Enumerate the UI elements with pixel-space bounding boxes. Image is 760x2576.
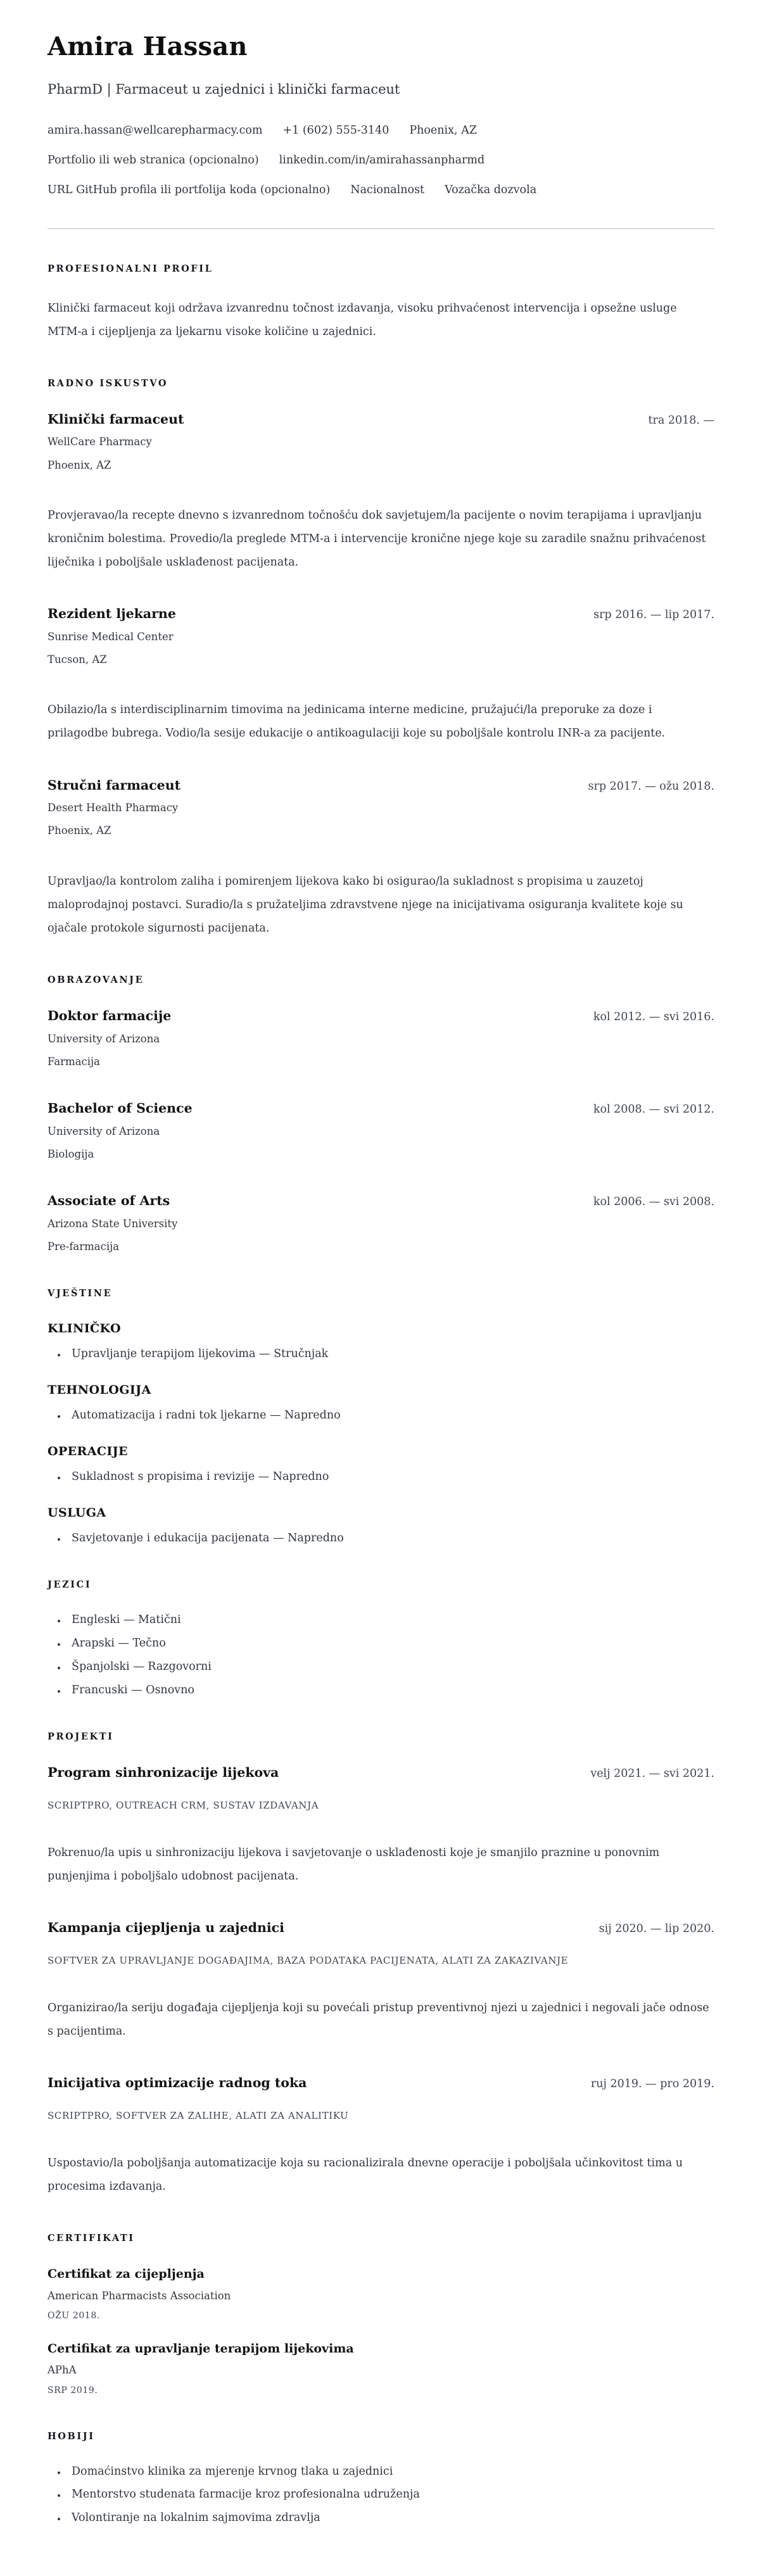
job-description: Obilazio/la s interdisciplinarnim timovima na jedinicama interne medicine, pružajući/la preporuke za doze i prilagodbe bubrega. Vodio/la sesije edukacije o antikoagulaciji koje su poboljšale kontrolu INR-a za pacijente. (48, 704, 666, 740)
degree-field: Farmacija (48, 1055, 101, 1068)
hobby-item: • Volontiranje na lokalnim sajmovima zdravlja (66, 2511, 714, 2525)
project-stack: SCRIPTPRO, OUTREACH CRM, SUSTAV IZDAVANJA (48, 1800, 319, 1812)
project-entry-head (48, 1765, 714, 1781)
job-title: Rezident ljekarne (48, 606, 176, 622)
contact-driving-license: Vozačka dozvola (445, 183, 537, 196)
section-heading-education: OBRAZOVANJE (48, 974, 144, 985)
skill-item: • Sukladnost s propisima i revizije — Napredno (66, 1470, 714, 1484)
skill-list (48, 1408, 714, 1423)
section-heading-profile: PROFESIONALNI PROFIL (48, 263, 213, 274)
job-entry (48, 606, 714, 745)
skill-item: • Upravljanje terapijom lijekovima — Stručnjak (66, 1347, 714, 1361)
skill-category-name: OPERACIJE (48, 1444, 128, 1458)
certificate-issuer: American Pharmacists Association (48, 2289, 231, 2302)
job-location: Tucson, AZ (48, 653, 107, 666)
section-certificates (48, 2233, 714, 2397)
language-item: • Francuski — Osnovno (66, 1683, 714, 1698)
education-entry (48, 1193, 714, 1254)
certificate-date: OŽU 2018. (48, 2310, 100, 2321)
language-item: • Arapski — Tečno (66, 1636, 714, 1651)
section-heading-experience: RADNO ISKUSTVO (48, 377, 168, 389)
language-list (48, 1613, 714, 1697)
contact-row-primary (48, 123, 714, 138)
certificate-entry (48, 2266, 714, 2322)
education-entry-head (48, 1008, 714, 1025)
section-heading-languages: JEZICI (48, 1579, 92, 1591)
degree-institution: Arizona State University (48, 1217, 178, 1230)
degree-title: Associate of Arts (48, 1193, 170, 1209)
project-description: Uspostavio/la poboljšanja automatizacije koja su racionalizirala dnevne operacije i poboljšala učinkovitost tima u procesima izdavanja. (48, 2156, 683, 2193)
degree-dates: kol 2012. — svi 2016. (593, 1010, 714, 1023)
degree-field: Pre-farmacija (48, 1241, 120, 1253)
degree-institution: University of Arizona (48, 1125, 160, 1137)
degree-institution: University of Arizona (48, 1032, 160, 1045)
skill-list (48, 1470, 714, 1484)
section-education (48, 975, 714, 1254)
job-description: Provjeravao/la recepte dnevno s izvanrednom točnošću dok savjetujem/la pacijente o novim terapijama i upravljanju kroničnim bolestima. Provedio/la preglede MTM-a i intervencije kronične njege koje su zaradile snažnu prihvaćenost liječnika i poboljšale usklađenost pacijenata. (48, 508, 706, 569)
skill-category-name: USLUGA (48, 1505, 106, 1520)
degree-title: Bachelor of Science (48, 1101, 193, 1116)
section-heading-hobbies: HOBIJI (48, 2430, 95, 2442)
hobby-list (48, 2465, 714, 2525)
contact-portfolio-placeholder: Portfolio ili web stranica (opcionalno) (48, 154, 259, 167)
skill-item: • Savjetovanje i edukacija pacijenata — Napredno (66, 1531, 714, 1546)
contact-nationality: Nacionalnost (350, 183, 425, 196)
project-title: Kampanja cijepljenja u zajednici (48, 1920, 284, 1936)
degree-dates: kol 2008. — svi 2012. (593, 1103, 714, 1116)
job-entry (48, 778, 714, 940)
job-location: Phoenix, AZ (48, 458, 111, 471)
contact-linkedin: linkedin.com/in/amirahassanpharmd (279, 154, 485, 167)
degree-title: Doktor farmacije (48, 1007, 172, 1023)
job-dates: srp 2017. — ožu 2018. (588, 780, 714, 793)
section-hobbies (48, 2431, 714, 2525)
project-entry (48, 2075, 714, 2199)
contact-github-placeholder: URL GitHub profila ili portfolija koda (opcionalno) (48, 183, 331, 196)
contact-phone: +1 (602) 555-3140 (282, 124, 390, 137)
certificate-issuer: APhA (48, 2364, 77, 2377)
hobby-item: • Mentorstvo studenata farmacije kroz profesionalna udruženja (66, 2487, 714, 2502)
section-skills (48, 1288, 714, 1545)
skill-category-service (48, 1506, 714, 1546)
contact-row-tertiary (48, 183, 714, 198)
language-item: • Engleski — Matični (66, 1613, 714, 1627)
section-languages (48, 1579, 714, 1697)
project-dates: ruj 2019. — pro 2019. (590, 2078, 714, 2091)
project-dates: sij 2020. — lip 2020. (598, 1923, 714, 1936)
job-location: Phoenix, AZ (48, 824, 111, 837)
language-item: • Španjolski — Razgovorni (66, 1660, 714, 1674)
education-entry (48, 1101, 714, 1161)
resume-header (48, 32, 714, 198)
profile-summary: Klinički farmaceut koji održava izvanrednu točnost izdavanja, visoku prihvaćenost intervencija i opsežne usluge MTM-a i cijepljenja za ljekarnu visoke količine u zajednici. (48, 301, 677, 338)
project-entry-head (48, 2075, 714, 2092)
job-company: Desert Health Pharmacy (48, 802, 179, 814)
hobby-item: • Domaćinstvo klinika za mjerenje krvnog tlaka u zajednici (66, 2465, 714, 2479)
section-heading-projects: PROJEKTI (48, 1731, 114, 1743)
certificate-entry (48, 2341, 714, 2397)
degree-dates: kol 2006. — svi 2008. (593, 1196, 714, 1209)
contact-row-secondary (48, 153, 714, 168)
skill-list (48, 1531, 714, 1546)
job-company: WellCare Pharmacy (48, 436, 152, 448)
contact-email: amira.hassan@wellcarepharmacy.com (48, 124, 263, 137)
project-title: Program sinhronizacije lijekova (48, 1765, 279, 1781)
section-heading-certificates: CERTIFIKATI (48, 2232, 135, 2244)
education-entry-head (48, 1101, 714, 1117)
project-entry (48, 1920, 714, 2043)
project-description: Organizirao/la seriju događaja cijepljenja koji su povećali pristup preventivnoj njezi u zajednici i negovali jače odnose s pacijentima. (48, 2001, 709, 2038)
project-title: Inicijativa optimizacije radnog toka (48, 2075, 307, 2091)
section-projects (48, 1731, 714, 2198)
job-title: Stručni farmaceut (48, 777, 181, 793)
section-profile (48, 263, 714, 344)
job-entry-head (48, 606, 714, 622)
header-divider (48, 228, 714, 229)
job-description: Upravljao/la kontrolom zaliha i pomirenjem lijekova kako bi osigurao/la sukladnost s propisima u zauzetoj maloprodajnoj postavci. Suradio/la s pružateljima zdravstvene njege na inicijativama osiguranja kvalitete koje su ojačale protokole sigurnosti pacijenata. (48, 874, 683, 935)
candidate-title: PharmD | Farmaceut u zajednici i klinički farmaceut (48, 82, 400, 97)
section-heading-skills: VJEŠTINE (48, 1288, 113, 1299)
project-entry-head (48, 1920, 714, 1936)
degree-field: Biologija (48, 1148, 94, 1160)
project-description: Pokrenuo/la upis u sinhronizaciju lijekova i savjetovanje o usklađenosti koje je smanjilo praznine u ponovnim punjenjima i poboljšalo udobnost pacijenata. (48, 1847, 660, 1883)
section-experience (48, 378, 714, 940)
education-entry-head (48, 1193, 714, 1209)
certificate-date: SRP 2019. (48, 2385, 98, 2396)
project-dates: velj 2021. — svi 2021. (590, 1767, 714, 1781)
skill-category-operations (48, 1444, 714, 1484)
skill-list (48, 1347, 714, 1361)
job-dates: tra 2018. — (648, 414, 714, 427)
skill-category-clinical (48, 1322, 714, 1361)
project-stack: SOFTVER ZA UPRAVLJANJE DOGAĐAJIMA, BAZA PODATAKA PACIJENATA, ALATI ZA ZAKAZIVANJE (48, 1954, 569, 1966)
skill-category-technology (48, 1383, 714, 1423)
skill-item: • Automatizacija i radni tok ljekarne — Napredno (66, 1408, 714, 1423)
project-stack: SCRIPTPRO, SOFTVER ZA ZALIHE, ALATI ZA ANALITIKU (48, 2109, 349, 2121)
job-company: Sunrise Medical Center (48, 630, 174, 643)
certificate-title: Certifikat za upravljanje terapijom lijekovima (48, 2341, 354, 2356)
job-entry (48, 412, 714, 574)
job-entry-head (48, 412, 714, 428)
job-dates: srp 2016. — lip 2017. (593, 609, 714, 622)
job-title: Klinički farmaceut (48, 411, 184, 427)
project-entry (48, 1765, 714, 1888)
certificate-title: Certifikat za cijepljenja (48, 2266, 205, 2281)
candidate-name: Amira Hassan (48, 32, 248, 61)
skill-category-name: TEHNOLOGIJA (48, 1383, 151, 1398)
education-entry (48, 1008, 714, 1069)
job-entry-head (48, 778, 714, 794)
skill-category-name: KLINIČKO (48, 1322, 121, 1336)
contact-location: Phoenix, AZ (409, 124, 477, 137)
